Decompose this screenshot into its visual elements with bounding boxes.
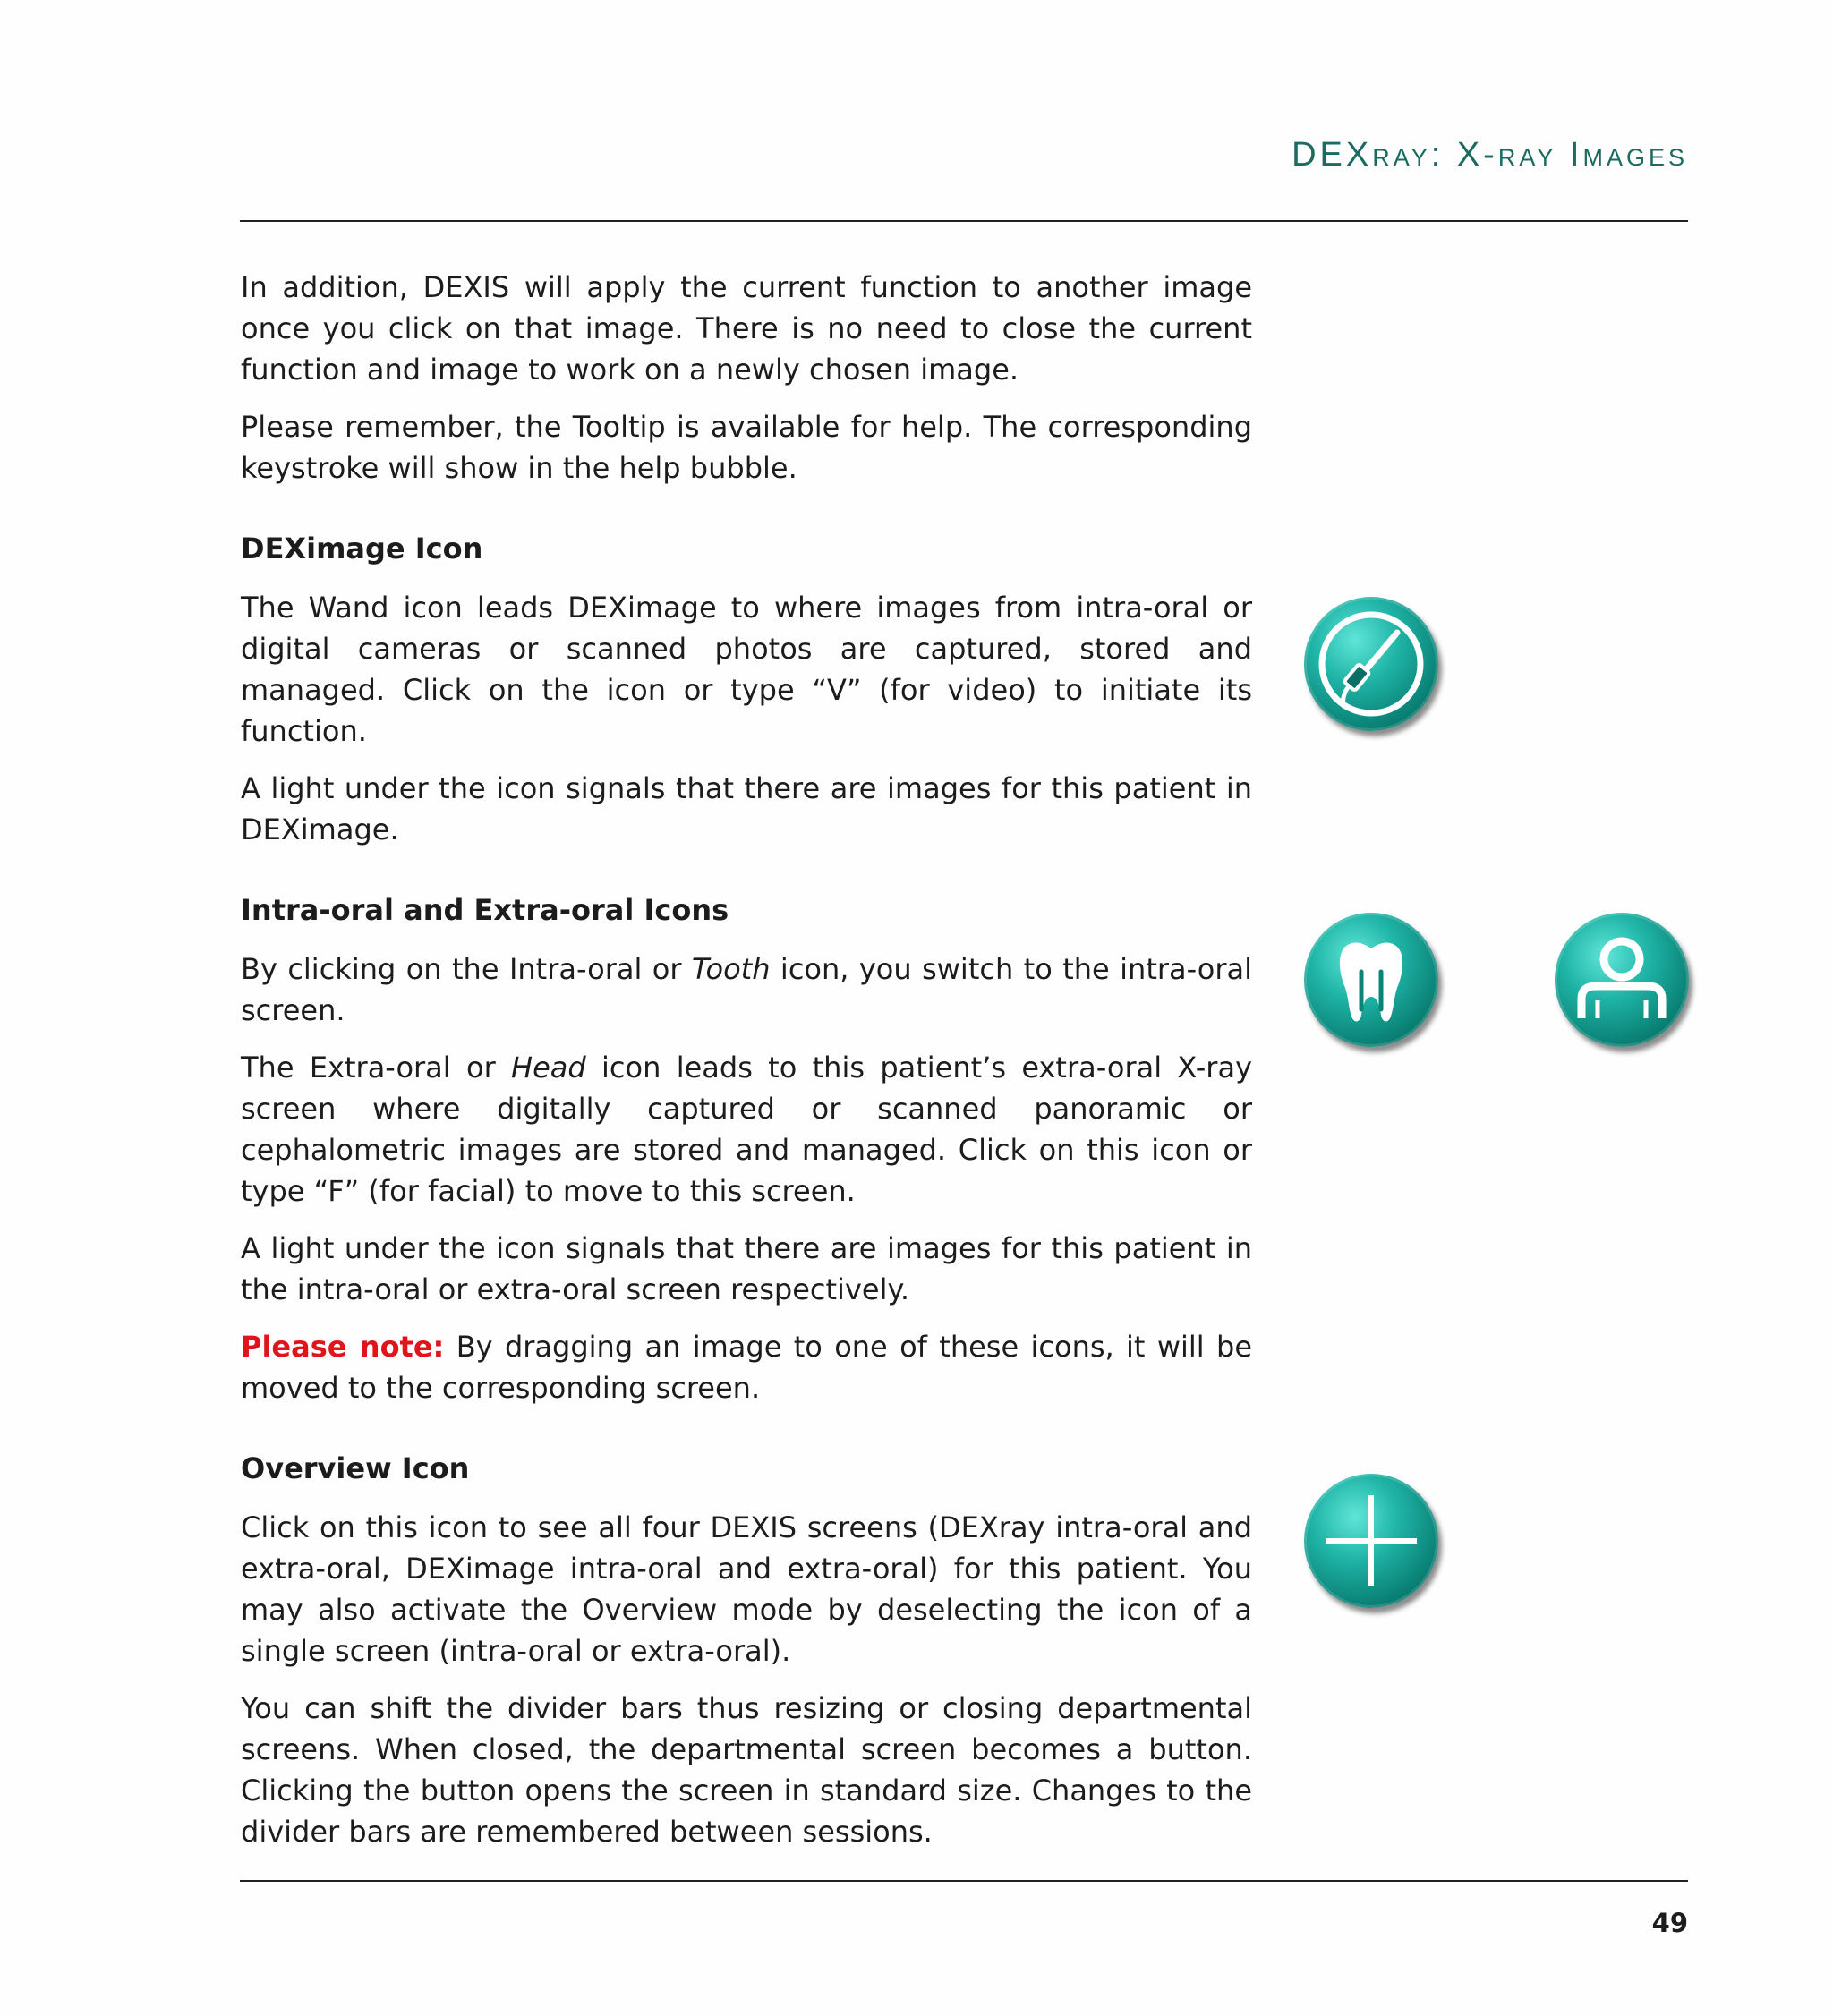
intro-paragraph-1: In addition, DEXIS will apply the current function to another image once you click on that image. There is no need to close the current function and image to work on a newly chosen image.	[241, 270, 1252, 387]
overview-paragraph-2: You can shift the divider bars thus resizing or closing departmental screens. When closed, the departmental screen becomes a button. Clicking the button opens the screen in standard size. Changes to the divider bars are remembered between sessions.	[241, 1691, 1252, 1849]
footer-rule	[240, 1880, 1688, 1882]
intraoral-paragraph-2	[241, 1047, 1252, 1212]
wand-icon	[1304, 597, 1438, 731]
note-text: By dragging an image to one of these icons, it will be moved to the corresponding screen.	[241, 1330, 1253, 1405]
page-number: 49	[1651, 1908, 1688, 1938]
running-header: DEXray: X-ray Images	[1292, 136, 1688, 174]
overview-heading: Overview Icon	[241, 1451, 470, 1485]
intraoral-p1-before: By clicking on the Intra-oral or	[241, 952, 692, 986]
intraoral-p2-after: icon leads to this patient’s extra-oral X-ray screen where digitally captured or scanned panoramic or cephalometric images are stored and managed. Click on this icon or type “F” (for facial) to move to this screen.	[241, 1051, 1253, 1208]
deximage-heading: DEXimage Icon	[241, 532, 483, 566]
tooth-term: Tooth	[691, 952, 771, 986]
intraoral-p1-after: icon, you switch to the intra-oral screen.	[241, 952, 1252, 1027]
intraoral-paragraph-3: A light under the icon signals that there are images for this patient in the intra-oral or extra-oral screen respectively.	[241, 1231, 1252, 1306]
header-rule	[240, 220, 1688, 222]
intraoral-p2-before: The Extra-oral or	[241, 1051, 512, 1085]
deximage-paragraph-1: The Wand icon leads DEXimage to where images from intra-oral or digital cameras or scanned photos are captured, stored and managed. Click on the icon or type “V” (for video) to initiate its function.	[241, 591, 1252, 748]
intraoral-paragraph-1	[241, 948, 1252, 1031]
deximage-paragraph-2: A light under the icon signals that there are images for this patient in DEXimage.	[241, 771, 1252, 846]
note-paragraph	[241, 1326, 1252, 1408]
note-label: Please note:	[241, 1330, 445, 1364]
overview-plus-icon	[1304, 1474, 1438, 1608]
page-body	[241, 267, 1252, 1868]
tooth-icon	[1304, 913, 1438, 1047]
intro-paragraph-2: Please remember, the Tooltip is available for help. The corresponding keystroke will show in the help bubble.	[241, 410, 1252, 485]
overview-paragraph-1: Click on this icon to see all four DEXIS screens (DEXray intra-oral and extra-oral, DEXimage intra-oral and extra-oral) for this patient. You may also activate the Overview mode by deselecting the icon of a single screen (intra-oral or extra-oral).	[241, 1510, 1252, 1668]
head-icon	[1555, 913, 1689, 1047]
head-term: Head	[511, 1051, 586, 1085]
intraoral-heading: Intra-oral and Extra-oral Icons	[241, 893, 729, 927]
